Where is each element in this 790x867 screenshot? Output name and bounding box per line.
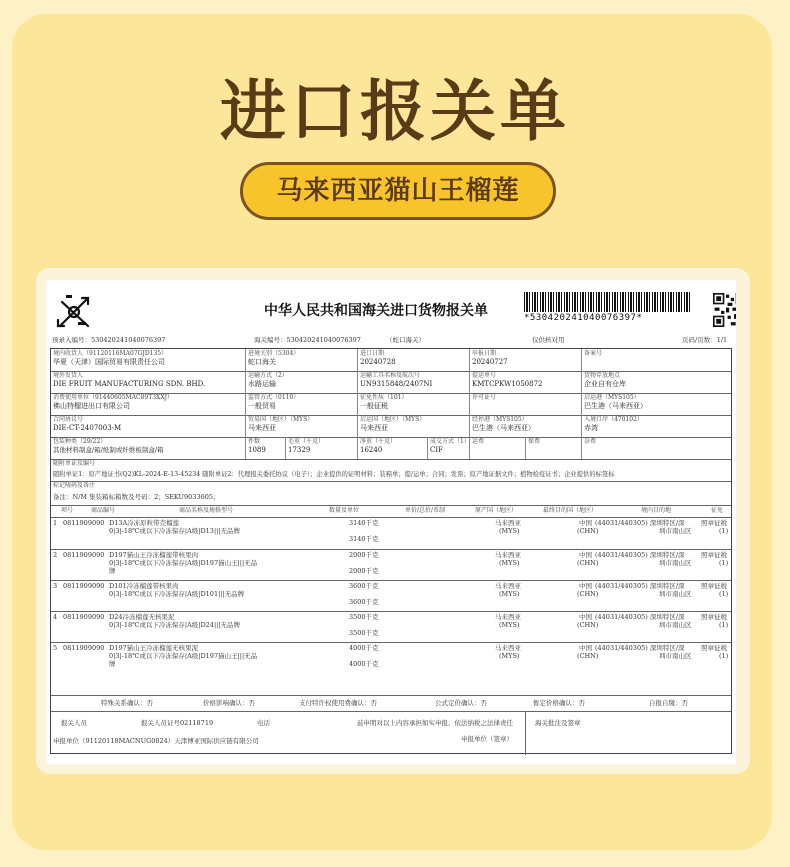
qr-code-icon	[713, 293, 736, 327]
field-vessel: 运输工具名称及航次号 UN9315848/2407NI	[357, 371, 469, 393]
col-price: 单价/总价/币制	[405, 507, 446, 514]
goods-item: 5 0811909090 D197猫山王冷冻榴莲无核果泥 0|3|-18℃或以下冷冻保存|A级|D197猫山王|||无品 牌 4000千克 4000千克 马来西亚 (MYS) 中国 (CHN) (44031/440305) 深圳特区/深 圳市南山区 照章征税 (1)	[53, 644, 729, 668]
field-tax-nature: 征免性质（101） 一般征税	[357, 393, 469, 415]
form-row-packing	[51, 437, 731, 460]
col-domestic-dest: 境内目的地	[641, 507, 672, 514]
field-net-weight: 净重（千克） 16240	[357, 437, 427, 459]
col-quantity: 数量及单位	[329, 507, 360, 514]
attached-docs-text: 随附单证1：原产地证书(Q2)KL-2024-E-13-45234 随附单证2：代理报关委托协议（电子）；企业提供的证明材料；装箱单；提/运单；合同；发票；原产地证据文件；植物检疫证书；企业提供的标签标	[53, 471, 615, 478]
col-hs-code: 商品编号	[91, 507, 116, 514]
col-product-name: 商品名称及规格型号	[179, 507, 234, 514]
barcode	[524, 292, 690, 312]
attached-docs-row	[51, 459, 731, 482]
goods-item: 1 0811909090 D13A冷冻原粒带壳榴莲 0|3|-18℃或以下冷冻保存|A级|D13|||无品牌 3140千克 3140千克 马来西亚 (MYS) 中国 (CHN) (44031/440305) 深圳特区/深 圳市南山区 照章征税 (1)	[53, 519, 729, 543]
goods-item: 4 0811909090 D24冷冻榴莲无核果泥 0|3|-18℃或以下冷冻保存|A级|D24|||无品牌 3500千克 3500千克 马来西亚 (MYS) 中国 (CHN) (44031/440305) 深圳特区/深 圳市南山区 照章征税 (1)	[53, 613, 729, 637]
goods-item: 2 0811909090 D197猫山王冷冻榴莲带核果肉 0|3|-18℃或以下冷冻保存|A级|D197猫山王|||无品 牌 2000千克 2000千克 马来西亚 (MYS) 中国 (CHN) (44031/440305) 深圳特区/深 圳市南山区 照章征税 (1)	[53, 551, 729, 575]
form-row-3	[51, 393, 731, 416]
confirm-formula-pricing: 公式定价确认：否	[435, 699, 487, 707]
field-pieces: 件数 1089	[245, 437, 285, 459]
customs-number: 海关编号：530420241040076397	[254, 336, 361, 344]
field-trade-country: 贸易国（地区）（MYS） 马来西亚	[245, 415, 357, 437]
field-shipper: 境外发货人 DIE FRUIT MANUFACTURING SDN. BHD.	[53, 372, 206, 388]
field-departure-port: 启运港（MYS105） 巴生港（马来西亚）	[581, 393, 731, 415]
field-consignee: 境内收货人（91120116MA07GJD135） 华夏（天津）国际贸易有限责任公司	[53, 350, 168, 366]
attached-docs-label: 随附单证及编号	[53, 460, 96, 467]
declaring-agent: 申报单位（91120118MACNUG0824）天津博亚国际供应链有限公司	[53, 737, 259, 745]
pre-entry-number: 预录入编号：530420241040076397	[52, 336, 166, 344]
field-entry-port: 进境关别（5304） 蛇口海关	[245, 349, 357, 371]
phone-label: 电话	[257, 719, 270, 727]
agent-signature-label: 申报单位（签章）	[461, 735, 513, 743]
col-tax: 征免	[711, 507, 724, 514]
document-card	[36, 268, 750, 774]
confirm-special-relation: 特殊关系确认：否	[101, 699, 153, 707]
field-storage: 货物存放地点 企业自有仓库	[581, 371, 731, 393]
confirm-price-impact: 价格影响确认：否	[203, 699, 255, 707]
field-transit-port: 经停港（MYS105） 巴生港（马来西亚）	[469, 415, 581, 437]
customs-remark-label: 海关批注及签章	[535, 719, 581, 727]
confirm-royalty: 支付特许权使用费确认：否	[299, 699, 377, 707]
field-import-date: 进口日期 20240728	[357, 349, 469, 371]
col-item-no: 项号	[61, 507, 74, 514]
form-row-1	[51, 349, 731, 372]
page-title: 进口报关单	[220, 73, 570, 150]
col-origin: 原产国（地区）	[475, 507, 518, 514]
field-gross-weight: 毛重（千克） 17329	[285, 437, 357, 459]
subtitle-badge: 马来西亚猫山王榴莲	[240, 162, 556, 220]
field-origin-country: 启运国（地区）（MYS） 马来西亚	[357, 415, 469, 437]
goods-item: 3 0811909090 D101冷冻榴莲带核果肉 0|3|-18℃或以下冷冻保存|A级|D101|||无品牌 3600千克 3600千克 马来西亚 (MYS) 中国 (CHN) (44031/440305) 深圳特区/深 圳市南山区 照章征税 (1)	[53, 582, 729, 606]
field-entry-point: 入境口岸（470102） 赤湾	[581, 415, 731, 437]
confirm-provisional-price: 暂定价格确认：否	[533, 699, 585, 707]
field-license: 许可证号	[469, 393, 581, 415]
marks-row	[51, 481, 731, 506]
field-contract: 合同协议号 DIE-CT-2407003-M	[53, 416, 122, 432]
form-row-2	[51, 371, 731, 394]
barcode-text: *530420241040076397*	[524, 313, 643, 323]
col-destination: 最终目的国（地区）	[543, 507, 598, 514]
port-note: （蛇口海关）	[386, 336, 425, 344]
field-supervision: 监管方式（0110） 一般贸易	[245, 393, 357, 415]
form-row-4	[51, 415, 731, 438]
field-freight: 运费	[469, 437, 525, 459]
declarant-label: 报关人员	[61, 719, 87, 727]
field-trade-terms: 成交方式（1） CIF	[427, 437, 469, 459]
goods-header	[51, 505, 731, 518]
marks-label: 标记唛码及备注	[53, 482, 96, 489]
field-record-no: 备案号	[581, 349, 731, 371]
form-grid	[50, 348, 732, 754]
customs-declaration-form	[46, 280, 736, 764]
legal-promise: 兹申明对以上内容承担如实申报、依法纳税之法律责任	[357, 719, 513, 727]
confirm-self-declare: 自报自缴：否	[649, 699, 688, 707]
field-consumer: 消费使用单位（91440605MAC89T3XXJ） 佛山特榴进出口有限公司	[53, 394, 174, 410]
marks-text: 备注：N/M 集装箱标箱数及号码：2；SEKU9033605；	[53, 493, 220, 501]
declarant-cert: 报关人员证号02118719	[141, 719, 214, 727]
field-declare-date: 申报日期 20240727	[469, 349, 581, 371]
page-count: 页码/页数：1/1	[682, 336, 728, 344]
field-bill-of-lading: 提运单号 KMTCPKW1050872	[469, 371, 581, 393]
audit-note: 仅供核对用	[532, 336, 565, 344]
field-transport-mode: 运输方式（2） 水路运输	[245, 371, 357, 393]
field-insurance: 保费	[525, 437, 581, 459]
form-title: 中华人民共和国海关进口货物报关单	[264, 303, 488, 319]
field-other-fees: 杂费	[581, 437, 731, 459]
field-package-type: 包装种类（29/22） 其他材料制盒/箱/纸制或纤维板制盒/箱	[53, 438, 164, 454]
customs-emblem-icon	[54, 292, 94, 332]
